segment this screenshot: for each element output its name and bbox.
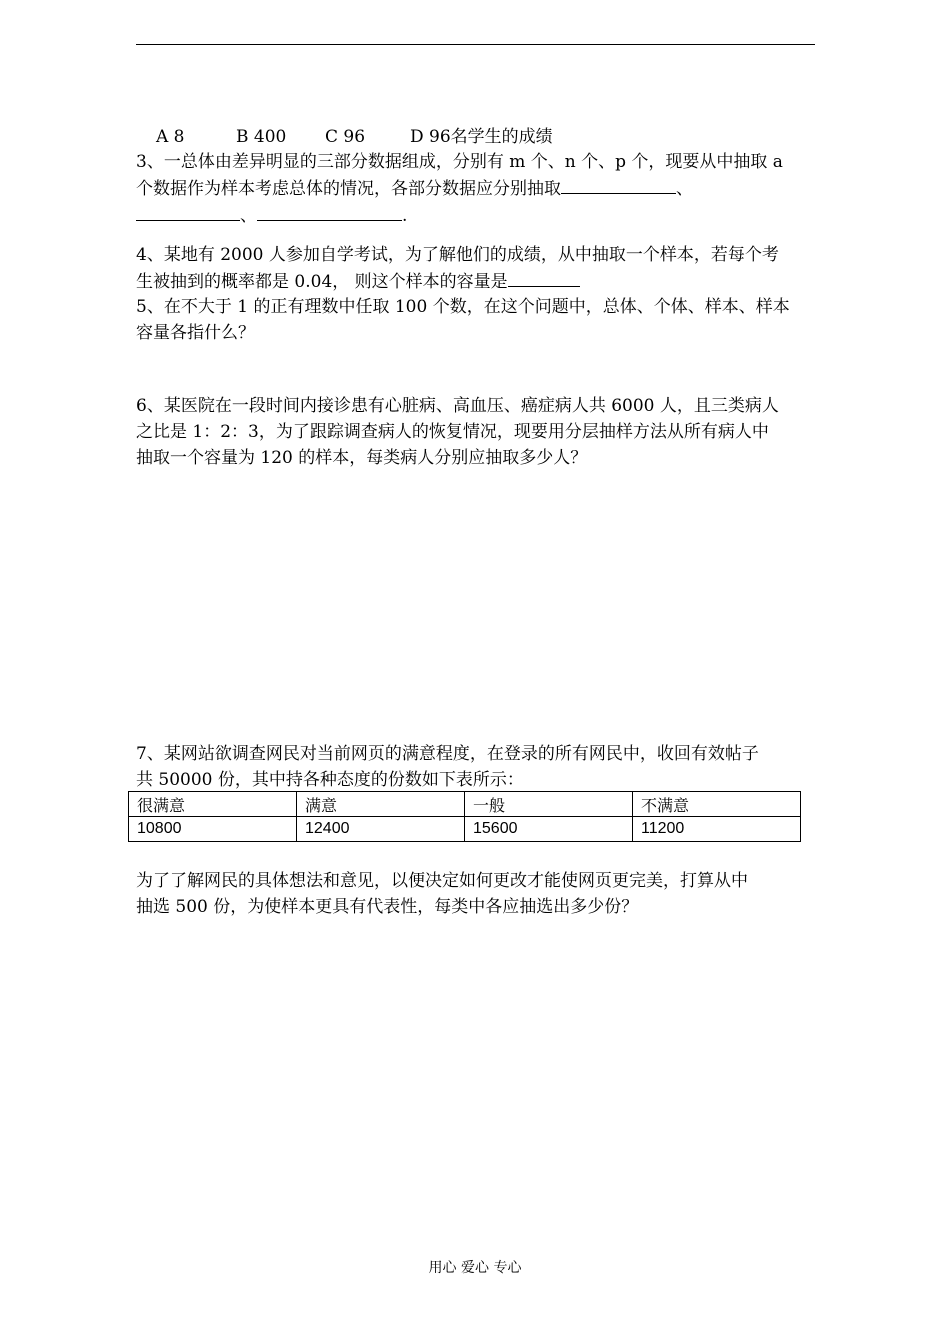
question-4 — [136, 242, 816, 295]
q4-line2 — [136, 268, 816, 295]
option-a: A 8 — [156, 127, 185, 147]
q6-line3: 抽取一个容量为 120 的样本，每类病人分别应抽取多少人？ — [136, 448, 588, 468]
q3-sep1: 、 — [676, 179, 693, 199]
question-7 — [136, 741, 816, 793]
q6-line1: 6、某医院在一段时间内接诊患有心脏病、高血压、癌症病人共 6000 人，且三类病人 — [136, 396, 779, 416]
option-c: C 96 — [325, 127, 366, 147]
q3-line2-text: 个数据作为样本考虑总体的情况，各部分数据应分别抽取 — [136, 179, 561, 199]
table-cell: 12400 — [297, 817, 465, 842]
q4-line2-text: 生被抽到的概率都是 0.04， 则这个样本的容量是 — [136, 272, 508, 292]
table-header-cell: 很满意 — [129, 792, 297, 817]
table-header-row — [129, 792, 801, 817]
q5-line1: 5、在不大于 1 的正有理数中任取 100 个数，在这个问题中，总体、个体、样本、样本 — [136, 297, 790, 317]
option-b: B 400 — [236, 127, 287, 147]
table-row — [129, 817, 801, 842]
q3-blank-3[interactable] — [257, 202, 402, 221]
table-cell: 11200 — [633, 817, 801, 842]
table-cell: 15600 — [465, 817, 633, 842]
q3-line2 — [136, 175, 816, 202]
table-header-cell: 一般 — [465, 792, 633, 817]
page-footer: 用心 爱心 专心 — [428, 1260, 522, 1276]
attitude-table — [128, 791, 801, 842]
table-header-cell: 不满意 — [633, 792, 801, 817]
q4-line1: 4、某地有 2000 人参加自学考试，为了解他们的成绩，从中抽取一个样本，若每个考 — [136, 245, 779, 265]
question-6 — [136, 393, 816, 471]
q7-line2: 共 50000 份，其中持各种态度的份数如下表所示： — [136, 770, 524, 790]
q2-options — [156, 124, 836, 150]
q4-blank[interactable] — [508, 268, 580, 287]
question-3 — [136, 149, 816, 229]
q3-blank-1[interactable] — [561, 175, 676, 194]
table-header-cell: 满意 — [297, 792, 465, 817]
q3-sep2: 、 — [240, 206, 257, 226]
q7-line1: 7、某网站欲调查网民对当前网页的满意程度，在登录的所有网民中，收回有效帖子 — [136, 744, 759, 764]
question-7-followup — [136, 868, 816, 920]
q5-line2: 容量各指什么？ — [136, 323, 255, 343]
q3-blank-2[interactable] — [136, 202, 240, 221]
q7-after-line1: 为了了解网民的具体想法和意见，以便决定如何更改才能使网页更完美，打算从中 — [136, 871, 748, 891]
q3-line1: 3、一总体由差异明显的三部分数据组成，分别有 m 个、n 个、p 个，现要从中抽取 a — [136, 152, 783, 172]
option-d: D 96名学生的成绩 — [410, 127, 553, 147]
table-cell: 10800 — [129, 817, 297, 842]
q6-line2: 之比是 1：2：3，为了跟踪调查病人的恢复情况，现要用分层抽样方法从所有病人中 — [136, 422, 769, 442]
header-rule — [136, 44, 815, 45]
question-5 — [136, 294, 816, 346]
q3-end: . — [402, 206, 408, 226]
q3-line3 — [136, 202, 816, 229]
q7-after-line2: 抽选 500 份，为使样本更具有代表性，每类中各应抽选出多少份？ — [136, 897, 639, 917]
